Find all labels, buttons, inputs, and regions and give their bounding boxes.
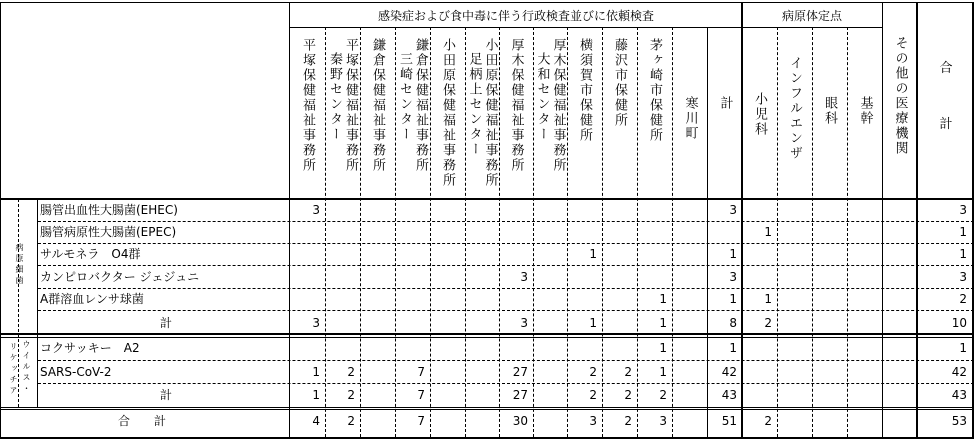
cell-value: 2 xyxy=(347,388,355,402)
grid-line xyxy=(0,2,974,3)
column-header xyxy=(499,38,533,173)
grid-line xyxy=(18,199,19,407)
column-header-line: インフルエンザ xyxy=(787,56,802,161)
cell-value: 7 xyxy=(417,365,425,379)
cell-value: 3 xyxy=(959,203,967,217)
column-header xyxy=(847,96,883,126)
cell-value: 2 xyxy=(347,365,355,379)
column-header-line: 茅ヶ崎市保健所 xyxy=(647,38,662,143)
column-header-line: 小田原保健福祉事務所 xyxy=(482,38,498,188)
cell-value: 3 xyxy=(520,316,528,330)
row-label: A群溶血レンサ球菌 xyxy=(40,292,144,306)
column-header xyxy=(672,96,708,141)
row-label: 計 xyxy=(160,316,173,330)
column-header-line: 鎌倉保健福祉事務所 xyxy=(370,38,385,173)
row-label: 計 xyxy=(160,388,173,402)
column-header xyxy=(742,92,777,137)
cell-value: 3 xyxy=(659,414,667,428)
grid-line xyxy=(38,288,974,289)
cell-value: 1 xyxy=(589,247,597,261)
cell-value: 30 xyxy=(512,414,528,428)
cell-value: 43 xyxy=(951,388,967,402)
cell-value: 2 xyxy=(764,414,772,428)
column-header xyxy=(708,96,742,111)
cell-value: 53 xyxy=(951,414,967,428)
grid-line xyxy=(0,409,974,410)
grid-line xyxy=(37,199,38,407)
cell-value: 1 xyxy=(764,225,772,239)
grid-line xyxy=(38,243,974,244)
cell-value: 3 xyxy=(589,414,597,428)
category-label-virus: ウイルス・ xyxy=(22,340,31,395)
grid-line xyxy=(0,333,974,335)
grid-line xyxy=(38,265,974,266)
cell-value: 2 xyxy=(589,388,597,402)
cell-value: 1 xyxy=(659,316,667,330)
cell-value: 2 xyxy=(624,388,632,402)
cell-value: 1 xyxy=(729,247,737,261)
grid-line xyxy=(847,27,848,437)
cell-value: 1 xyxy=(959,341,967,355)
column-header-line: 厚木保健福祉事務所 xyxy=(508,38,524,173)
column-header xyxy=(567,38,602,143)
cell-value: 1 xyxy=(729,292,737,306)
column-header-line: 三崎センター xyxy=(397,52,412,142)
cell-value: 7 xyxy=(417,414,425,428)
column-header-line: 計 xyxy=(717,96,733,111)
column-header-line: 寒川町 xyxy=(682,96,698,141)
column-header-line: 鎌倉保健福祉事務所 xyxy=(413,38,428,173)
grid-line xyxy=(290,27,883,28)
column-header xyxy=(325,38,360,173)
cell-value: 1 xyxy=(312,388,320,402)
cell-value: 42 xyxy=(721,365,737,379)
grid-line xyxy=(0,198,974,200)
cell-value: 3 xyxy=(520,270,528,284)
row-label: 合 計 xyxy=(118,414,167,428)
cell-value: 3 xyxy=(729,203,737,217)
row-label: コクサッキー A2 xyxy=(40,341,140,355)
cell-value: 2 xyxy=(589,365,597,379)
cell-value: 1 xyxy=(959,225,967,239)
column-header-line: 横須賀市保健所 xyxy=(577,38,592,143)
column-header-line: 基幹 xyxy=(857,96,873,126)
grid-line xyxy=(0,337,974,338)
row-label: 腸管出血性大腸菌(EHEC) xyxy=(40,203,178,217)
cell-value: 2 xyxy=(959,292,967,306)
column-header-line: 厚木保健福祉事務所 xyxy=(550,38,566,173)
cell-value: 2 xyxy=(764,316,772,330)
grid-line xyxy=(38,310,974,311)
cell-value: 3 xyxy=(312,316,320,330)
column-header xyxy=(777,56,812,161)
category-label-bacteria: 病原細菌 xyxy=(15,243,24,287)
column-header xyxy=(637,38,672,143)
cell-value: 8 xyxy=(729,316,737,330)
row-label: サルモネラ O4群 xyxy=(40,247,141,261)
grid-line xyxy=(38,221,974,222)
cell-value: 2 xyxy=(347,414,355,428)
category-label-rickettsia: リケッチア xyxy=(9,342,18,397)
row-label: 腸管病原性大腸菌(EPEC) xyxy=(40,225,177,239)
column-header xyxy=(360,38,395,173)
grid-line xyxy=(0,407,974,408)
cell-value: 43 xyxy=(721,388,737,402)
grid-line xyxy=(38,360,974,361)
column-header-grand-total: 合 計 xyxy=(939,61,953,132)
column-header xyxy=(533,38,567,173)
cell-value: 7 xyxy=(417,388,425,402)
cell-value: 51 xyxy=(721,414,737,428)
cell-value: 2 xyxy=(624,414,632,428)
cell-value: 1 xyxy=(659,365,667,379)
cell-value: 1 xyxy=(729,341,737,355)
column-header-other-institutions: その他の医療機関 xyxy=(892,36,908,156)
cell-value: 1 xyxy=(312,365,320,379)
cell-value: 4 xyxy=(312,414,320,428)
column-header xyxy=(602,38,637,128)
cell-value: 2 xyxy=(659,388,667,402)
cell-value: 42 xyxy=(951,365,967,379)
column-header xyxy=(430,38,465,188)
cell-value: 1 xyxy=(589,316,597,330)
cell-value: 27 xyxy=(512,365,528,379)
cell-value: 1 xyxy=(959,247,967,261)
group-header-inspections: 感染症および食中毒に伴う行政検査並びに依頼検査 xyxy=(377,9,654,23)
column-header-line: 眼科 xyxy=(822,96,837,126)
column-header-line: 小田原保健福祉事務所 xyxy=(440,38,455,188)
column-header xyxy=(290,38,325,173)
row-label: カンピロバクター ジェジュニ xyxy=(40,270,200,284)
cell-value: 27 xyxy=(512,388,528,402)
grid-line xyxy=(672,27,673,437)
cell-value: 3 xyxy=(729,270,737,284)
cell-value: 1 xyxy=(659,292,667,306)
column-header xyxy=(465,38,499,188)
column-header-line: 平塚保健福祉事務所 xyxy=(343,38,358,173)
column-header-line: 大和センター xyxy=(534,52,550,142)
grid-line xyxy=(0,2,1,439)
column-header xyxy=(812,96,847,126)
grid-line xyxy=(38,383,974,384)
cell-value: 2 xyxy=(624,365,632,379)
cell-value: 3 xyxy=(959,270,967,284)
grid-line xyxy=(812,27,813,437)
cell-value: 3 xyxy=(312,203,320,217)
column-header-line: 小児科 xyxy=(752,92,767,137)
cell-value: 10 xyxy=(951,316,967,330)
group-header-sentinel: 病原体定点 xyxy=(781,9,842,23)
column-header xyxy=(395,38,430,173)
column-header-line: 平塚保健福祉事務所 xyxy=(300,38,315,173)
cell-value: 1 xyxy=(764,292,772,306)
row-label: SARS-CoV-2 xyxy=(40,365,112,379)
cell-value: 1 xyxy=(659,341,667,355)
column-header-line: 足柄上センター xyxy=(466,52,482,157)
column-header-line: 藤沢市保健所 xyxy=(612,38,627,128)
column-header-line: 秦野センター xyxy=(327,52,342,142)
